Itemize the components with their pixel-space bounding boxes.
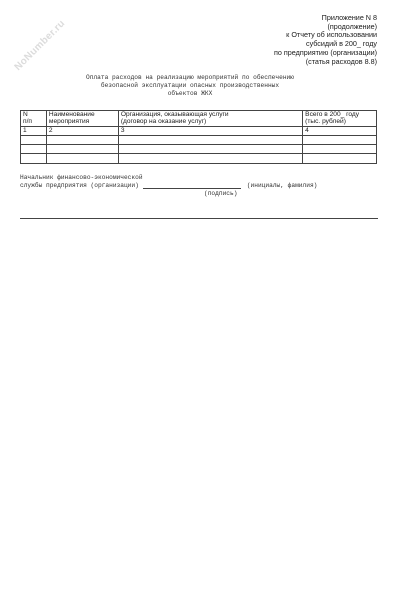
appendix-line: по предприятию (организации) bbox=[274, 47, 377, 57]
table-cell bbox=[303, 154, 377, 163]
table-cell bbox=[46, 154, 118, 163]
table-cell bbox=[46, 136, 118, 145]
column-number: 1 bbox=[21, 127, 47, 136]
header-text: Организация, оказывающая услуги bbox=[120, 111, 229, 118]
expenses-table bbox=[20, 110, 377, 164]
signature-block bbox=[20, 174, 380, 197]
appendix-line: Приложение N 8 bbox=[321, 13, 377, 22]
appendix-header bbox=[274, 14, 377, 66]
appendix-line: (статья расходов 8.8) bbox=[305, 56, 377, 66]
signature-caption: (подпись) bbox=[204, 189, 238, 197]
title-line: Оплата расходов на реализацию мероприятий по обеспечению bbox=[86, 74, 294, 81]
bottom-divider bbox=[20, 218, 378, 219]
initials-label: (инициалы, фамилия) bbox=[246, 182, 318, 189]
header-text: Наименование bbox=[48, 111, 95, 118]
header-cell-number bbox=[21, 111, 47, 127]
signature-field[interactable] bbox=[143, 182, 241, 189]
signature-position-line1: Начальник финансово-экономической bbox=[20, 174, 143, 181]
table-cell bbox=[21, 145, 47, 154]
title-line: объектов ЖКХ bbox=[167, 89, 213, 97]
header-text: N bbox=[23, 111, 28, 118]
table-cell bbox=[303, 145, 377, 154]
watermark: NoNumber.ru bbox=[12, 18, 68, 73]
table-row bbox=[21, 154, 377, 163]
table-header-row bbox=[21, 111, 377, 127]
header-text: п/п bbox=[23, 118, 32, 126]
title-line: безопасной эксплуатации опасных производственных bbox=[100, 81, 280, 89]
header-text: (договор на оказание услуг) bbox=[120, 118, 207, 126]
table-cell bbox=[21, 154, 47, 163]
table-cell bbox=[118, 154, 302, 163]
column-number-row bbox=[21, 127, 377, 136]
appendix-line: к Отчету об использовании bbox=[286, 30, 377, 40]
header-text: мероприятия bbox=[48, 118, 90, 126]
table-cell bbox=[118, 145, 302, 154]
header-cell-total bbox=[303, 111, 377, 127]
header-text: Всего в 200_ году bbox=[305, 111, 360, 118]
header-cell-name bbox=[46, 111, 118, 127]
signature-position-line2: службы предприятия (организации) bbox=[20, 182, 139, 189]
column-number: 3 bbox=[118, 127, 302, 136]
document-title bbox=[40, 74, 340, 97]
header-cell-organization bbox=[118, 111, 302, 127]
appendix-line: субсидий в 200_ году bbox=[305, 39, 377, 49]
table-row bbox=[21, 145, 377, 154]
signature-line bbox=[20, 182, 380, 190]
header-text: (тыс. рублей) bbox=[305, 118, 346, 126]
column-number: 2 bbox=[46, 127, 118, 136]
table-cell bbox=[46, 145, 118, 154]
table-cell bbox=[21, 136, 47, 145]
table-cell bbox=[118, 136, 302, 145]
table-cell bbox=[303, 136, 377, 145]
appendix-line: (продолжение) bbox=[327, 21, 377, 31]
table-row bbox=[21, 136, 377, 145]
column-number: 4 bbox=[303, 127, 377, 136]
